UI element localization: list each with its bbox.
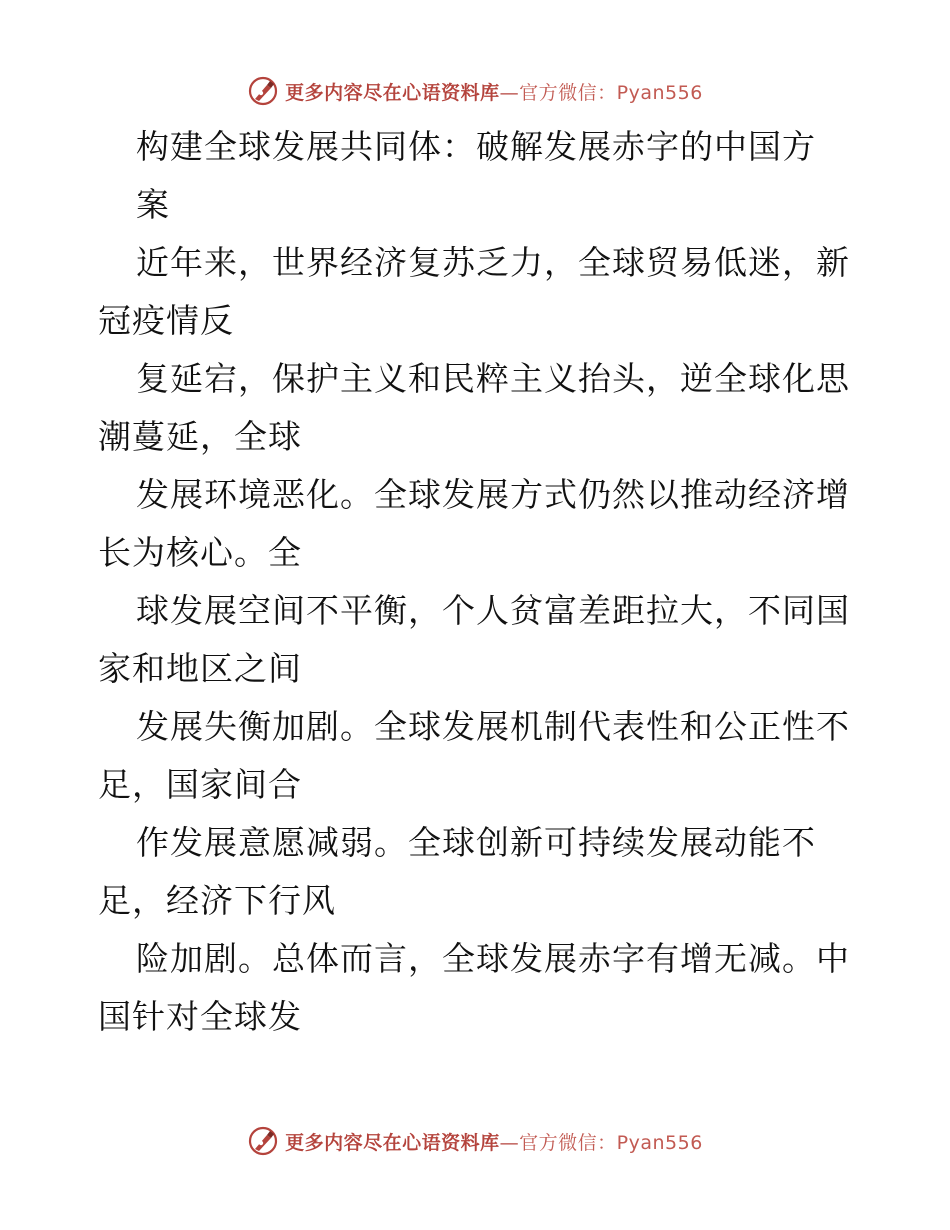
footer-watermark (0, 1121, 950, 1161)
watermark-text: 更多内容尽在心语资料库—官方微信：Pyan556 (285, 81, 703, 104)
watermark-text: 更多内容尽在心语资料库—官方微信：Pyan556 (285, 1131, 703, 1154)
text-line: 近年来，世界经济复苏乏力，全球贸易低迷，新 (136, 243, 850, 282)
document-body (98, 118, 858, 1046)
text-line: 国针对全球发 (98, 997, 302, 1036)
text-line: 足，经济下行风 (98, 881, 336, 920)
text-line: 家和地区之间 (98, 649, 302, 688)
pen-logo-icon (247, 75, 279, 107)
text-line: 冠疫情反 (98, 301, 234, 340)
text-line: 球发展空间不平衡，个人贫富差距拉大，不同国 (136, 591, 850, 630)
text-line: 潮蔓延，全球 (98, 417, 302, 456)
text-line: 发展失衡加剧。全球发展机制代表性和公正性不 (136, 707, 850, 746)
text-line: 复延宕，保护主义和民粹主义抬头，逆全球化思 (136, 359, 850, 398)
header-watermark (0, 71, 950, 111)
text-line: 构建全球发展共同体：破解发展赤字的中国方 (136, 127, 816, 166)
text-line: 险加剧。总体而言，全球发展赤字有增无减。中 (136, 939, 850, 978)
text-line: 案 (136, 185, 170, 224)
text-line: 足，国家间合 (98, 765, 302, 804)
text-line: 作发展意愿减弱。全球创新可持续发展动能不 (136, 823, 816, 862)
text-line: 长为核心。全 (98, 533, 302, 572)
pen-logo-icon (247, 1125, 279, 1157)
text-line: 发展环境恶化。全球发展方式仍然以推动经济增 (136, 475, 850, 514)
